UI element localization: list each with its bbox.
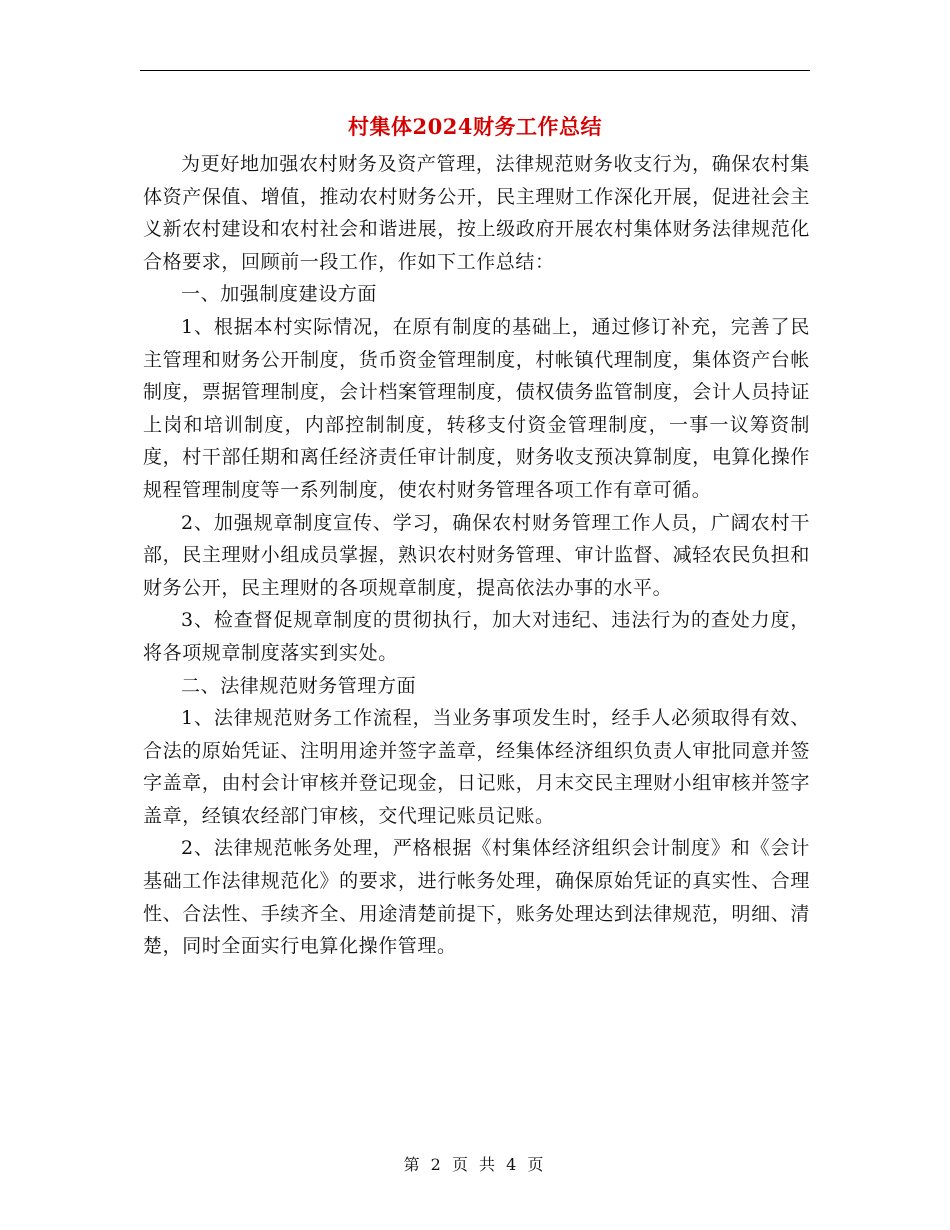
section-heading-1: 一、加强制度建设方面 [181,283,378,306]
document-title: 村集体2024财务工作总结 [348,114,602,139]
paragraph-1-1: 1、根据本村实际情况，在原有制度的基础上，通过修订补充，完善了民主管理和财务公开制度，货币资金管理制度，村帐镇代理制度，集体资产台帐制度，票据管理制度，会计档案管理制度，债权债务监管制度，会计人员持证上岗和培训制度，内部控制制度，转移支付资金管理制度，一事一议筹资制度，村干部任期和离任经济责任审计制度，财务收支预决算制度，电算化操作规程管理制度等一系列制度，使农村财务管理各项工作有章可循。 [143,315,810,501]
section-heading-2: 二、法律规范财务管理方面 [181,674,417,697]
paragraph-2-2: 2、法律规范帐务处理，严格根据《村集体经济组织会计制度》和《会计基础工作法律规范化》的要求，进行帐务处理，确保原始凭证的真实性、合理性、合法性、手续齐全、用途清楚前提下，账务处理达到法律规范，明细、清楚，同时全面实行电算化操作管理。 [143,837,810,958]
document-body [143,148,810,963]
paragraph-intro: 为更好地加强农村财务及资产管理，法律规范财务收支行为，确保农村集体资产保值、增值，推动农村财务公开，民主理财工作深化开展，促进社会主义新农村建设和农村社会和谐进展，按上级政府开展农村集体财务法律规范化合格要求，回顾前一段工作，作如下工作总结： [143,153,810,273]
paragraph-1-2: 2、加强规章制度宣传、学习，确保农村财务管理工作人员，广阔农村干部，民主理财小组成员掌握，熟识农村财务管理、审计监督、减轻农民负担和财务公开，民主理财的各项规章制度，提高依法办事的水平。 [143,511,810,599]
paragraph-2-1: 1、法律规范财务工作流程，当业务事项发生时，经手人必须取得有效、合法的原始凭证、注明用途并签字盖章，经集体经济组织负责人审批同意并签字盖章，由村会计审核并登记现金，日记账，月末交民主理财小组审核并签字盖章，经镇农经部门审核，交代理记账员记账。 [143,707,810,827]
page-number: 第 2 页 共 4 页 [403,1155,547,1174]
header-rule [140,70,810,71]
paragraph-1-3: 3、检查督促规章制度的贯彻执行，加大对违纪、违法行为的查处力度，将各项规章制度落实到实处。 [143,609,810,664]
